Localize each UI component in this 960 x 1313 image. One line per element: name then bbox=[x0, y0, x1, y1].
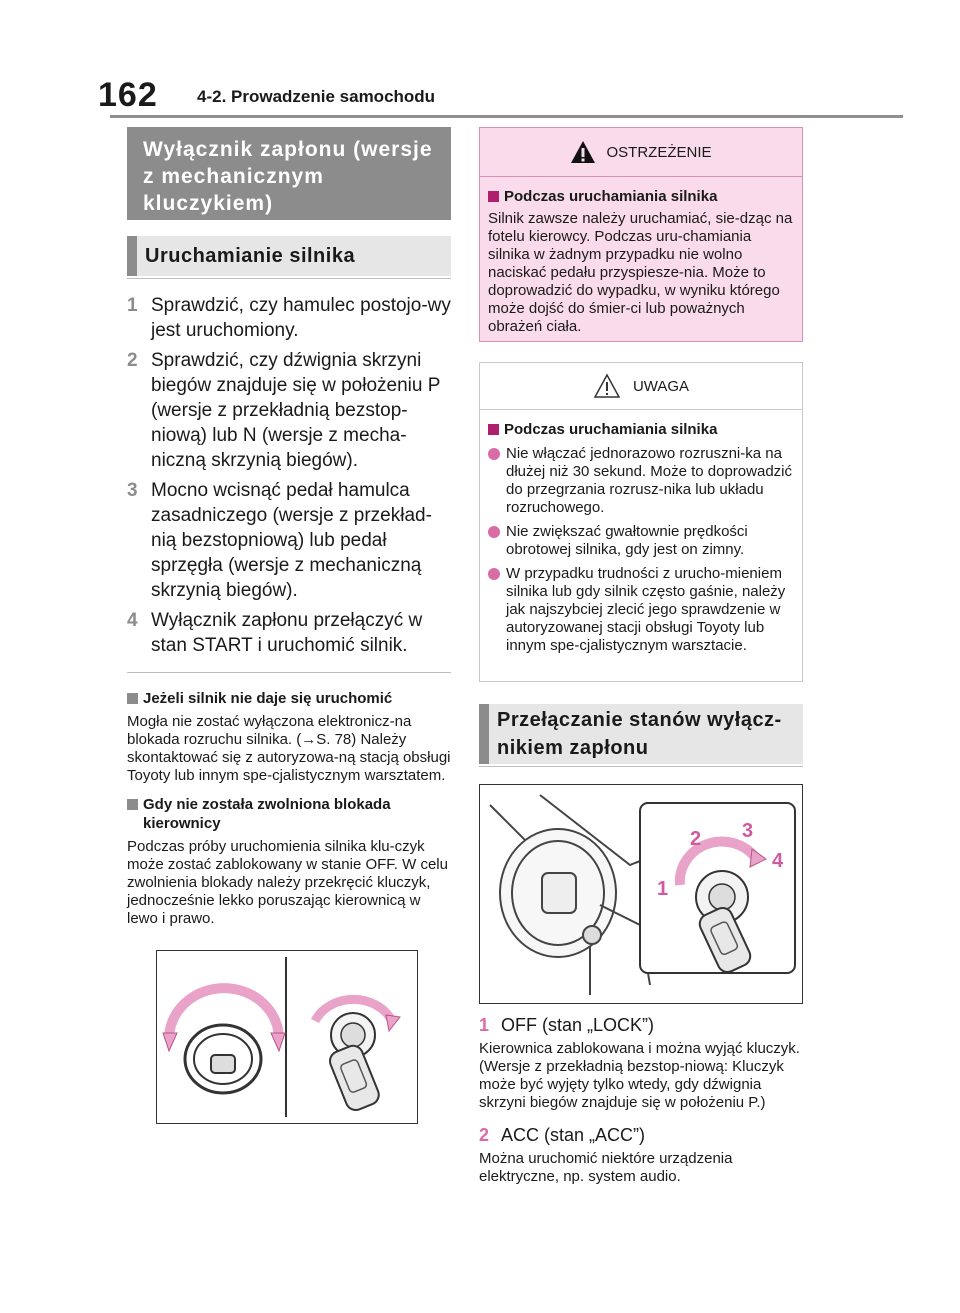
position-label-4: 4 bbox=[772, 850, 784, 872]
right-column bbox=[479, 127, 803, 1186]
section-title: 4-2. Prowadzenie samochodu bbox=[197, 87, 436, 106]
note-title bbox=[127, 795, 451, 833]
bullet-dot-icon bbox=[488, 526, 500, 538]
note-body: Podczas próby uruchomienia silnika klu-czyk może zostać zablokowany w stanie OFF. W celu zwolnienia blokady należy przekręcić kluczyk, jednocześnie lekko poruszając kierownicą w lewo i prawo. bbox=[127, 838, 448, 927]
caution-triangle-icon bbox=[593, 373, 621, 399]
position-item bbox=[479, 1014, 803, 1036]
bullet-square-icon bbox=[488, 191, 499, 202]
start-steps bbox=[127, 293, 451, 658]
caution-box bbox=[479, 362, 803, 682]
warning-box bbox=[479, 127, 803, 342]
position-title: OFF (stan „LOCK”) bbox=[501, 1015, 655, 1035]
note-title bbox=[127, 689, 451, 708]
warning-triangle-icon bbox=[570, 140, 596, 164]
ignition-switch-figure bbox=[479, 784, 803, 1004]
warning-item-title bbox=[488, 187, 794, 206]
divider bbox=[127, 672, 451, 673]
position-label-1: 1 bbox=[657, 878, 669, 900]
step-item bbox=[127, 608, 451, 658]
step-text: Sprawdzić, czy hamulec postojo-wy jest uruchomiony. bbox=[151, 295, 451, 341]
step-number: 3 bbox=[127, 480, 138, 501]
header-rule bbox=[110, 115, 903, 118]
warning-item-title-text: Podczas uruchamiania silnika bbox=[504, 188, 718, 205]
bullet-square-icon bbox=[488, 424, 499, 435]
position-label-3: 3 bbox=[742, 820, 754, 842]
position-item bbox=[479, 1124, 803, 1146]
warning-header bbox=[480, 128, 802, 176]
caution-bullet-text: Nie włączać jednorazowo rozruszni-ka na dłużej niż 30 sekund. Może to doprowadzić do przegrzania rozrusz-nika lub układu rozruchowego. bbox=[506, 445, 792, 516]
position-body: Kierownica zablokowana i można wyjąć kluczyk. (Wersje z przekładnią bezstop-niową: Kluczyk może być wyjęty tylko wtedy, gdy dźwignia skrzyni biegów znajduje się w położeniu P.) bbox=[479, 1040, 800, 1111]
main-heading: Wyłącznik zapłonu (wersje z mechanicznym kluczykiem) bbox=[127, 127, 451, 220]
sub-heading-starting-engine: Uruchamianie silnika bbox=[127, 236, 451, 276]
page-number: 162 bbox=[98, 76, 158, 114]
left-column bbox=[127, 127, 451, 1124]
warning-item-body: Silnik zawsze należy uruchamiać, sie-dząc na fotelu kierowcy. Podczas uru-chamiania silnika w żadnym przypadku nie wolno naciskać pedału przyspiesze-nia. Może to doprowadzić do wypadku, w wyniku którego może dojść do śmier-ci lub poważnych obrażeń ciała. bbox=[488, 210, 793, 335]
bullet-dot-icon bbox=[488, 568, 500, 580]
note-title-text: Gdy nie została zwolniona blokada kierownicy bbox=[143, 796, 391, 832]
position-number: 1 bbox=[479, 1015, 490, 1035]
caution-title: UWAGA bbox=[632, 377, 690, 395]
step-number: 1 bbox=[127, 295, 138, 316]
caution-bullet bbox=[488, 565, 794, 655]
sub-heading-switching-modes: Przełączanie stanów wyłącz-nikiem zapłonu bbox=[479, 704, 803, 764]
sub-heading-rule bbox=[127, 278, 451, 279]
step-text: Sprawdzić, czy dźwignia skrzyni biegów znajduje się w położeniu P (wersje z przekładnią bezstop-niową) lub N (wersje z mecha-niczną skrzynią biegów). bbox=[151, 350, 441, 471]
step-item bbox=[127, 293, 451, 343]
step-text: Wyłącznik zapłonu przełączyć w stan START i uruchomić silnik. bbox=[151, 610, 423, 656]
caution-item-title bbox=[488, 420, 794, 439]
note-body: Mogła nie zostać wyłączona elektronicz-na blokada rozruchu silnika. (→S. 78) Należy skontaktować się z autoryzowa-ną stacją obsługi Toyoty lub innym spe-cjalistycznym warsztatem. bbox=[127, 713, 451, 784]
warning-title: OSTRZEŻENIE bbox=[606, 143, 712, 161]
bullet-square-icon bbox=[127, 693, 138, 704]
step-item bbox=[127, 478, 451, 603]
position-title: ACC (stan „ACC”) bbox=[501, 1125, 646, 1145]
step-number: 4 bbox=[127, 610, 138, 631]
bullet-dot-icon bbox=[488, 448, 500, 460]
caution-header bbox=[480, 363, 802, 409]
bullet-square-icon bbox=[127, 799, 138, 810]
step-text: Mocno wcisnąć pedał hamulca zasadniczego (wersje z przekład-nią bezstopniową) lub pedał sprzęgła (wersje z mechaniczną skrzynią biegów). bbox=[151, 480, 432, 601]
sub-heading-rule bbox=[479, 766, 803, 767]
key-turn-icon bbox=[315, 999, 400, 1113]
step-item bbox=[127, 348, 451, 473]
position-label-2: 2 bbox=[690, 828, 702, 850]
caution-bullet bbox=[488, 445, 794, 517]
caution-bullet-text: W przypadku trudności z urucho-mieniem silnika lub gdy silnik często gaśnie, należy jak najszybciej zlecić jego sprawdzenie w autoryzowanej stacji obsługi Toyoty lub innym spe-cjalistycznym warsztacie. bbox=[506, 565, 786, 654]
step-number: 2 bbox=[127, 350, 138, 371]
note-title-text: Jeżeli silnik nie daje się uruchomić bbox=[143, 690, 393, 707]
steering-unlock-figure bbox=[156, 950, 418, 1124]
steering-wheel-rotation-icon bbox=[163, 988, 285, 1093]
position-body: Można uruchomić niektóre urządzenia elektryczne, np. system audio. bbox=[479, 1150, 733, 1185]
caution-item-title-text: Podczas uruchamiania silnika bbox=[504, 421, 718, 438]
caution-bullet-text: Nie zwiększać gwałtownie prędkości obrotowej silnika, gdy jest on zimny. bbox=[506, 523, 748, 558]
caution-bullet bbox=[488, 523, 794, 559]
position-number: 2 bbox=[479, 1125, 490, 1145]
